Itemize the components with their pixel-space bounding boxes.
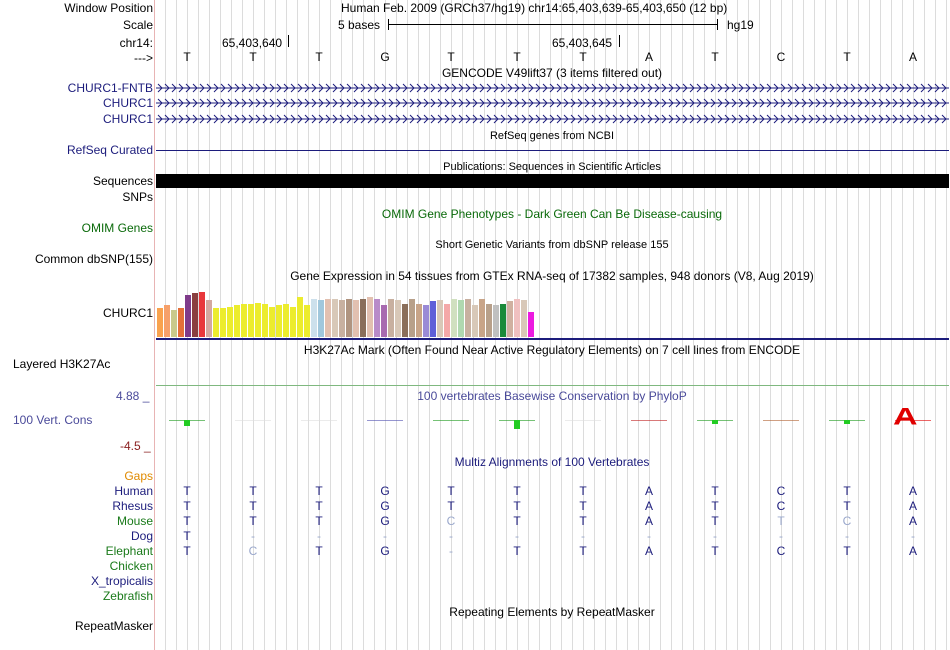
- gencode-item-churc1-a[interactable]: CHURC1: [102, 96, 153, 110]
- dbsnp-track-label[interactable]: Common dbSNP(155): [34, 252, 153, 266]
- scale-bar-left-tick: [388, 19, 389, 30]
- multiz-species-label[interactable]: Chicken: [109, 559, 153, 573]
- reference-base: T: [513, 50, 521, 64]
- multiz-aligned-base: T: [513, 484, 521, 498]
- multiz-aligned-base: T: [447, 499, 455, 513]
- h3k27ac-track-label[interactable]: Layered H3K27Ac: [13, 357, 111, 371]
- gtex-tissue-bar[interactable]: [227, 307, 233, 337]
- multiz-aligned-base: T: [711, 484, 719, 498]
- multiz-aligned-base: T: [183, 499, 191, 513]
- multiz-aligned-base: T: [777, 514, 785, 528]
- reference-base: G: [380, 50, 390, 64]
- dbsnp-track-title[interactable]: Short Genetic Variants from dbSNP release 155: [435, 239, 669, 251]
- multiz-track-title[interactable]: Multiz Alignments of 100 Vertebrates: [454, 455, 650, 469]
- window-position-value: Human Feb. 2009 (GRCh37/hg19) chr14:65,403,639-65,403,650 (12 bp): [341, 1, 728, 15]
- multiz-species-label[interactable]: X_tropicalis: [90, 574, 153, 588]
- multiz-species-label[interactable]: Elephant: [105, 544, 153, 558]
- gtex-tissue-bar[interactable]: [486, 304, 492, 337]
- multiz-aligned-base: T: [447, 484, 455, 498]
- position-tick-label-2: 65,403,645: [552, 36, 613, 50]
- multiz-aligned-base: T: [315, 544, 323, 558]
- gtex-tissue-bar[interactable]: [339, 300, 345, 337]
- gtex-tissue-bar[interactable]: [185, 295, 191, 337]
- strand-label: --->: [134, 51, 153, 65]
- gencode-item-churc1-b[interactable]: CHURC1: [102, 112, 153, 126]
- multiz-aligned-base: C: [776, 499, 786, 513]
- reference-base: T: [447, 50, 455, 64]
- gtex-tissue-bar[interactable]: [437, 300, 443, 337]
- multiz-aligned-base: A: [644, 484, 653, 498]
- window-position-label: Window Position: [64, 1, 153, 15]
- phylop-score-bar[interactable]: [844, 420, 850, 424]
- gtex-tissue-bar[interactable]: [206, 300, 212, 337]
- phylop-ymax: 4.88 _: [116, 389, 150, 403]
- gtex-tissue-bar[interactable]: [374, 299, 380, 337]
- gtex-tissue-bar[interactable]: [213, 308, 219, 337]
- gtex-tissue-bar[interactable]: [514, 299, 520, 337]
- gtex-tissue-bar[interactable]: [465, 299, 471, 337]
- gtex-tissue-bar[interactable]: [507, 301, 513, 337]
- chrom-label: chr14:: [119, 36, 153, 50]
- multiz-aligned-base: -: [383, 529, 387, 543]
- multiz-aligned-base: T: [513, 499, 521, 513]
- multiz-aligned-base: T: [249, 514, 257, 528]
- multiz-aligned-base: T: [711, 499, 719, 513]
- repeatmasker-track-title[interactable]: Repeating Elements by RepeatMasker: [449, 605, 655, 619]
- gencode-gene-model-2[interactable]: [156, 98, 949, 108]
- multiz-aligned-base: -: [449, 544, 453, 558]
- gtex-tissue-bar[interactable]: [472, 305, 478, 337]
- gtex-track-title[interactable]: Gene Expression in 54 tissues from GTEx RNA-seq of 17382 samples, 948 donors (V8, Aug 2019): [290, 269, 814, 283]
- multiz-aligned-base: A: [908, 484, 917, 498]
- gtex-tissue-bar[interactable]: [409, 299, 415, 337]
- gtex-tissue-bar[interactable]: [430, 301, 436, 337]
- gtex-tissue-bar[interactable]: [234, 305, 240, 337]
- reference-base: T: [249, 50, 257, 64]
- multiz-aligned-base: -: [449, 529, 453, 543]
- multiz-aligned-base: T: [579, 499, 587, 513]
- multiz-aligned-base: T: [315, 484, 323, 498]
- multiz-gaps-label[interactable]: Gaps: [124, 469, 153, 483]
- phylop-score-baseline: [433, 420, 469, 421]
- multiz-aligned-base: G: [380, 514, 390, 528]
- reference-base: T: [315, 50, 323, 64]
- multiz-aligned-base: T: [513, 544, 521, 558]
- reference-base: A: [908, 50, 917, 64]
- refseq-track-label[interactable]: RefSeq Curated: [66, 143, 153, 157]
- phylop-score-baseline: [631, 420, 667, 421]
- gtex-tissue-bar[interactable]: [360, 299, 366, 337]
- gtex-tissue-bar[interactable]: [304, 305, 310, 337]
- multiz-aligned-base: -: [251, 529, 255, 543]
- gtex-tissue-bar[interactable]: [192, 293, 198, 337]
- gtex-tissue-bar[interactable]: [269, 307, 275, 337]
- gtex-tissue-bar[interactable]: [171, 310, 177, 337]
- multiz-aligned-base: A: [644, 499, 653, 513]
- reference-base: C: [776, 50, 786, 64]
- phylop-score-bar[interactable]: [514, 420, 520, 429]
- multiz-aligned-base: -: [515, 529, 519, 543]
- multiz-aligned-base: T: [711, 544, 719, 558]
- multiz-aligned-base: A: [644, 544, 653, 558]
- snps-track-label[interactable]: SNPs: [122, 190, 153, 204]
- gtex-tissue-bar[interactable]: [199, 292, 205, 337]
- gencode-gene-model-1[interactable]: [156, 83, 949, 93]
- gtex-gene-line: [156, 338, 949, 340]
- gtex-tissue-bar[interactable]: [451, 299, 457, 337]
- gtex-tissue-bar[interactable]: [388, 299, 394, 337]
- gtex-tissue-bar[interactable]: [178, 308, 184, 337]
- gtex-tissue-bar[interactable]: [416, 304, 422, 337]
- gtex-tissue-bar[interactable]: [318, 300, 324, 337]
- phylop-score-bar[interactable]: [184, 420, 190, 426]
- position-tick-label-1: 65,403,640: [222, 36, 283, 50]
- multiz-aligned-base: -: [845, 529, 849, 543]
- gtex-tissue-bar[interactable]: [248, 304, 254, 337]
- multiz-aligned-base: A: [908, 499, 917, 513]
- multiz-aligned-base: T: [579, 544, 587, 558]
- gtex-tissue-bar[interactable]: [283, 304, 289, 337]
- multiz-aligned-base: -: [779, 529, 783, 543]
- gtex-tissue-bar[interactable]: [402, 304, 408, 337]
- gencode-item-churc1-fntb[interactable]: CHURC1-FNTB: [67, 81, 153, 95]
- multiz-aligned-base: T: [249, 484, 257, 498]
- phylop-ymin: -4.5 _: [120, 439, 151, 453]
- multiz-species-label[interactable]: Zebrafish: [102, 589, 153, 603]
- h3k27ac-baseline: [156, 385, 949, 386]
- multiz-aligned-base: T: [843, 484, 851, 498]
- gtex-tissue-bar[interactable]: [346, 299, 352, 337]
- gtex-tissue-bar[interactable]: [521, 300, 527, 337]
- label-divider: [154, 0, 155, 650]
- multiz-aligned-base: A: [644, 514, 653, 528]
- gtex-tissue-bar[interactable]: [479, 299, 485, 337]
- phylop-track-label[interactable]: 100 Vert. Cons: [13, 413, 93, 427]
- repeatmasker-track-label[interactable]: RepeatMasker: [74, 619, 153, 633]
- reference-base: A: [644, 50, 653, 64]
- multiz-aligned-base: G: [380, 544, 390, 558]
- scale-assembly: hg19: [727, 18, 754, 32]
- reference-base: T: [183, 50, 191, 64]
- phylop-score-baseline: [565, 420, 601, 421]
- multiz-aligned-base: C: [446, 514, 456, 528]
- refseq-gene-line[interactable]: [156, 150, 949, 151]
- gtex-track-label[interactable]: CHURC1: [102, 306, 153, 320]
- phylop-chart[interactable]: [156, 405, 949, 435]
- h3k27ac-track-title[interactable]: H3K27Ac Mark (Often Found Near Active Regulatory Elements) on 7 cell lines from ENCODE: [303, 343, 801, 357]
- omim-track-title[interactable]: OMIM Gene Phenotypes - Dark Green Can Be Disease-causing: [381, 207, 723, 221]
- phylop-track-title[interactable]: 100 vertebrates Basewise Conservation by PhyloP: [417, 389, 687, 403]
- phylop-score-baseline: [763, 420, 799, 421]
- multiz-aligned-base: G: [380, 499, 390, 513]
- multiz-aligned-base: -: [713, 529, 717, 543]
- multiz-aligned-base: A: [908, 514, 917, 528]
- scale-value: 5 bases: [338, 18, 381, 32]
- omim-track-label[interactable]: OMIM Genes: [81, 221, 153, 235]
- publications-track-label[interactable]: Sequences: [92, 174, 153, 188]
- gtex-tissue-bar[interactable]: [220, 308, 226, 337]
- gtex-tissue-bar[interactable]: [458, 300, 464, 337]
- gtex-tissue-bar[interactable]: [276, 305, 282, 337]
- multiz-aligned-base: -: [647, 529, 651, 543]
- phylop-score-baseline: [235, 420, 271, 421]
- multiz-aligned-base: T: [843, 544, 851, 558]
- gtex-tissue-bar[interactable]: [325, 299, 331, 337]
- reference-base: T: [711, 50, 719, 64]
- multiz-species-label[interactable]: Mouse: [116, 514, 153, 528]
- scale-bar: [388, 24, 718, 25]
- position-tick-2: [619, 35, 620, 47]
- gtex-expression-chart[interactable]: [156, 284, 556, 337]
- gtex-tissue-bar[interactable]: [444, 304, 450, 337]
- refseq-track-title[interactable]: RefSeq genes from NCBI: [489, 130, 615, 142]
- multiz-aligned-base: T: [183, 544, 191, 558]
- multiz-species-label[interactable]: Dog: [130, 529, 153, 543]
- publications-sequence-bar[interactable]: [156, 174, 949, 188]
- reference-base: T: [843, 50, 851, 64]
- multiz-aligned-base: T: [513, 514, 521, 528]
- multiz-aligned-base: C: [776, 544, 786, 558]
- gtex-tissue-bar[interactable]: [332, 299, 338, 337]
- multiz-aligned-base: T: [579, 514, 587, 528]
- multiz-aligned-base: -: [581, 529, 585, 543]
- multiz-species-label[interactable]: Rhesus: [112, 499, 153, 513]
- gtex-tissue-bar[interactable]: [381, 305, 387, 337]
- scale-bar-right-tick: [717, 19, 718, 30]
- multiz-aligned-base: T: [249, 499, 257, 513]
- gtex-tissue-bar[interactable]: [423, 305, 429, 337]
- multiz-aligned-base: C: [776, 484, 786, 498]
- gtex-tissue-bar[interactable]: [164, 305, 170, 337]
- multiz-aligned-base: G: [380, 484, 390, 498]
- publications-track-title[interactable]: Publications: Sequences in Scientific Articles: [443, 161, 661, 173]
- multiz-aligned-base: T: [315, 499, 323, 513]
- gencode-track-title[interactable]: GENCODE V49lift37 (3 items filtered out): [441, 66, 663, 80]
- gtex-tissue-bar[interactable]: [297, 297, 303, 337]
- gtex-tissue-bar[interactable]: [290, 307, 296, 337]
- multiz-aligned-base: T: [183, 529, 191, 543]
- gencode-gene-model-3[interactable]: [156, 114, 949, 124]
- gtex-tissue-bar[interactable]: [255, 303, 261, 337]
- gtex-tissue-bar[interactable]: [311, 299, 317, 337]
- gtex-tissue-bar[interactable]: [241, 304, 247, 337]
- multiz-aligned-base: T: [579, 484, 587, 498]
- multiz-aligned-base: C: [248, 544, 258, 558]
- gtex-tissue-bar[interactable]: [353, 300, 359, 337]
- gtex-tissue-bar[interactable]: [367, 297, 373, 337]
- gtex-tissue-bar[interactable]: [157, 308, 163, 337]
- multiz-aligned-base: A: [908, 544, 917, 558]
- reference-base: T: [579, 50, 587, 64]
- multiz-aligned-base: T: [183, 484, 191, 498]
- multiz-aligned-base: T: [315, 514, 323, 528]
- multiz-aligned-base: T: [183, 514, 191, 528]
- phylop-score-bar[interactable]: [712, 420, 718, 424]
- multiz-aligned-base: -: [911, 529, 915, 543]
- gtex-tissue-bar[interactable]: [500, 304, 506, 337]
- phylop-score-baseline: [301, 420, 337, 421]
- multiz-species-label[interactable]: Human: [114, 484, 153, 498]
- gtex-tissue-bar[interactable]: [493, 305, 499, 337]
- gtex-tissue-bar[interactable]: [262, 304, 268, 337]
- scale-label: Scale: [122, 18, 153, 32]
- position-tick-1: [288, 35, 289, 47]
- multiz-aligned-base: C: [842, 514, 852, 528]
- multiz-aligned-base: T: [843, 499, 851, 513]
- phylop-logo-letter: A: [893, 403, 918, 431]
- gtex-tissue-bar[interactable]: [395, 300, 401, 337]
- multiz-aligned-base: -: [317, 529, 321, 543]
- phylop-score-baseline: [367, 420, 403, 421]
- multiz-aligned-base: T: [711, 514, 719, 528]
- gtex-tissue-bar[interactable]: [528, 312, 534, 337]
